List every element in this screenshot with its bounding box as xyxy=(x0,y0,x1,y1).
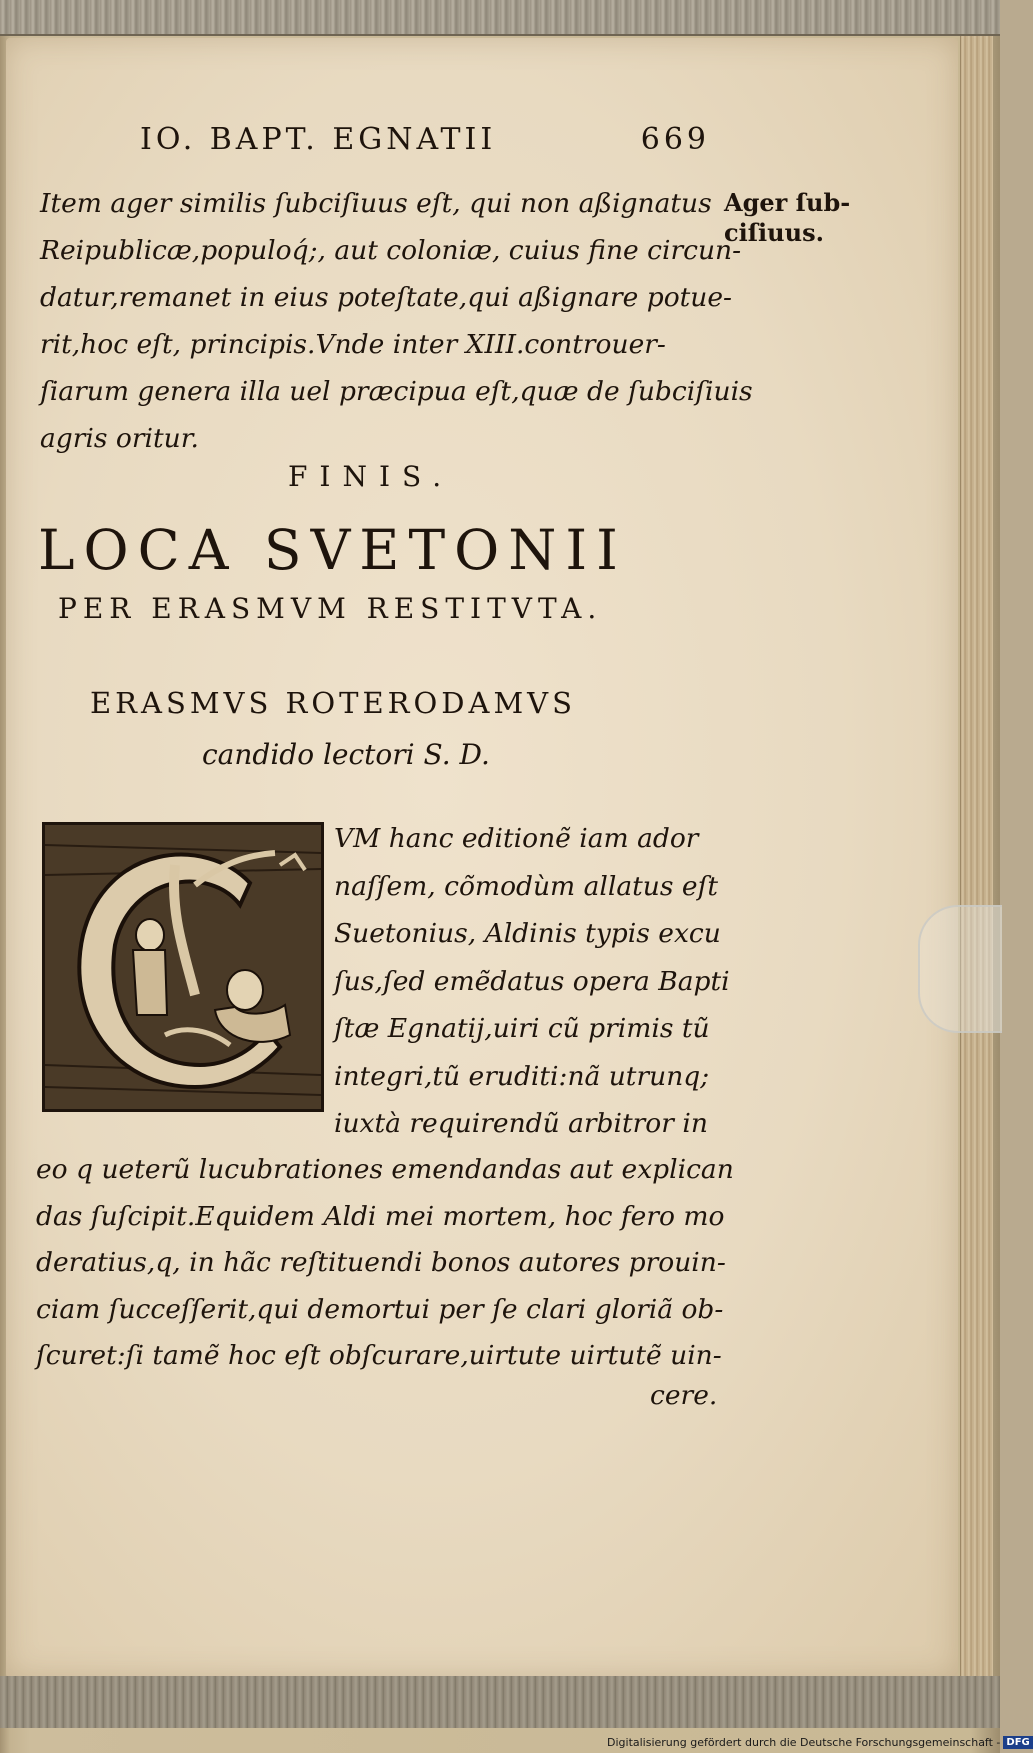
page-number: 669 xyxy=(640,122,710,157)
body-line: Item ager similis ſubciſiuus eſt, qui non aßignatus xyxy=(40,188,712,219)
margin-note xyxy=(724,188,850,248)
letter-line: eo q ueterũ lucubrationes emendandas aut explican xyxy=(36,1154,734,1185)
finis-mark: FINIS. xyxy=(288,460,454,493)
section-title: LOCA SVETONII xyxy=(38,518,627,582)
letter-line: VM hanc editionẽ iam ador xyxy=(334,823,699,854)
letter-line: integri,tũ eruditi:nã utrunq; xyxy=(334,1060,710,1092)
scanner-top-strip xyxy=(0,0,1000,36)
letter-line: ſus,ſed emẽdatus opera Bapti xyxy=(334,965,730,997)
letter-line: ſtæ Egnatij,uiri cũ primis tũ xyxy=(334,1013,710,1044)
letter-line: Suetonius, Aldinis typis excu xyxy=(334,918,721,949)
dfg-logo: DFG xyxy=(1003,1736,1032,1749)
letter-line: naſſem, cõmodùm allatus eſt xyxy=(334,870,719,902)
body-paragraph xyxy=(40,180,753,462)
body-line: datur,remanet in eius poteſtate,qui aßignare potue- xyxy=(40,282,733,313)
running-title: IO. BAPT. EGNATII xyxy=(140,122,497,157)
body-line: ſiarum genera illa uel præcipua eſt,quæ de ſubciſiuis xyxy=(40,376,753,407)
digitization-credit xyxy=(607,1736,1033,1749)
letter-full-text xyxy=(36,1147,736,1380)
letter-line: das ſuſcipit.Equidem Aldi mei mortem, hoc fero mo xyxy=(36,1200,725,1232)
scanner-bottom-strip xyxy=(0,1676,1000,1728)
letter-column-text xyxy=(334,815,734,1148)
letter-line: ciam ſucceſſerit,qui demortui per ſe clari gloriã ob- xyxy=(36,1293,724,1325)
body-line: agris oritur. xyxy=(40,423,199,454)
letter-last-word: cere. xyxy=(650,1380,718,1411)
margin-note-line: Ager ſub- xyxy=(724,188,851,217)
section-subtitle: PER ERASMVM RESTITVTA. xyxy=(58,592,603,625)
page-fore-edge xyxy=(960,36,993,1676)
letter-line: ſcuret:ſi tamẽ hoc eſt obſcurare,uirtute uirtutẽ uin- xyxy=(36,1340,722,1371)
margin-note-line: ciſiuus. xyxy=(724,218,824,247)
body-line: Reipublicæ,populoq́;, aut coloniæ, cuius fine circun- xyxy=(40,235,742,266)
woodcut-initial-c-icon xyxy=(42,822,324,1112)
running-header xyxy=(140,122,710,157)
letter-author: ERASMVS ROTERODAMVS xyxy=(90,686,576,720)
letter-line: deratius,q, in hãc reſtituendi bonos autores prouin- xyxy=(36,1247,726,1278)
credit-text: Digitalisierung gefördert durch die Deutsche Forschungsgemeinschaft - xyxy=(607,1736,1001,1749)
letter-salutation: candido lectori S. D. xyxy=(202,738,490,771)
page-clip xyxy=(918,905,1002,1033)
letter-line: iuxtà requirendũ arbitror in xyxy=(334,1108,708,1139)
woodcut-illustration xyxy=(45,825,321,1109)
body-line: rit,hoc eſt, principis.Vnde inter XIII.controuer- xyxy=(40,329,666,360)
